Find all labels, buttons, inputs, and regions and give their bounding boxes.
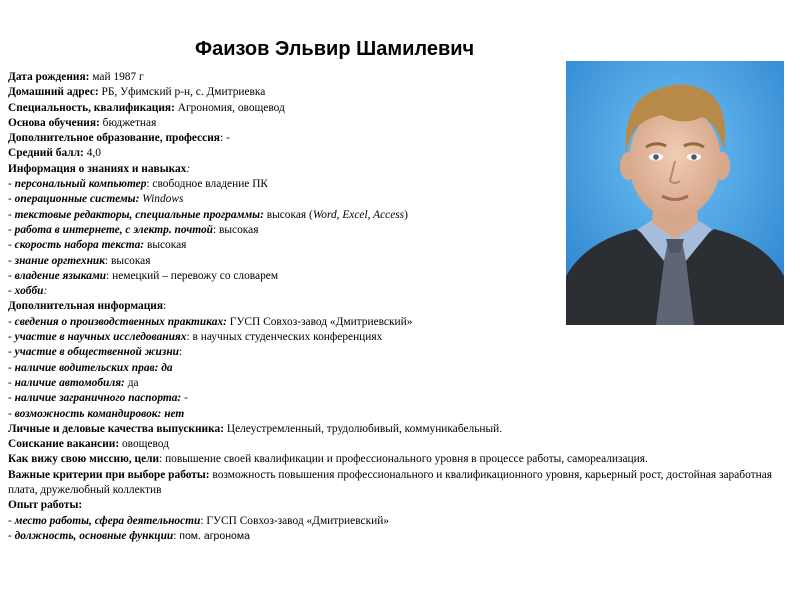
resume-line	[8, 85, 778, 100]
field-label: наличие заграничного паспорта:	[14, 392, 182, 405]
field-label: Соискание вакансии:	[8, 438, 122, 451]
field-value: :	[173, 529, 180, 542]
resume-line	[8, 223, 778, 238]
field-value: 4,0	[86, 147, 101, 160]
field-value: -	[8, 193, 15, 206]
field-value: -	[8, 239, 15, 252]
field-value: -	[181, 392, 188, 405]
field-label: операционные системы:	[14, 193, 140, 206]
field-label: работа в интернете, с электр. почтой	[14, 223, 214, 236]
field-value: РБ, Уфимский р-н, с. Дмитриевка	[101, 86, 266, 99]
field-label: текстовые редакторы, специальные программы:	[14, 208, 264, 221]
field-label: Опыт работы:	[8, 499, 83, 512]
resume-line	[8, 269, 778, 284]
field-label: наличие автомобиля:	[14, 376, 125, 389]
field-label: Дополнительная информация	[8, 300, 164, 313]
field-value: высокая (	[263, 208, 313, 221]
resume-body	[8, 70, 778, 544]
field-label: Как вижу свою миссию, цели	[8, 453, 160, 466]
field-label: Личные и деловые качества выпускника:	[8, 422, 227, 435]
resume-line	[8, 407, 778, 422]
field-value: )	[404, 208, 408, 221]
resume-line	[8, 330, 778, 345]
field-label: наличие водительских прав: да	[14, 361, 173, 374]
resume-line	[8, 192, 778, 207]
field-value: Word, Excel, Access	[312, 208, 405, 221]
field-value: -	[8, 529, 15, 542]
resume-line	[8, 284, 778, 299]
field-value: :	[163, 300, 167, 313]
resume-line	[8, 422, 778, 437]
field-label: возможность командировок: нет	[14, 407, 185, 420]
resume-line	[8, 116, 778, 131]
field-value: :	[178, 346, 183, 359]
field-label: скорость набора текста:	[14, 239, 145, 252]
resume-line	[8, 361, 778, 376]
field-value: -	[8, 285, 15, 298]
field-label: участие в общественной жизни	[14, 346, 179, 359]
field-value: -	[8, 346, 15, 359]
field-value: май 1987 г	[92, 71, 144, 83]
field-value: -	[8, 315, 15, 328]
resume-line	[8, 452, 778, 467]
field-label: Основа обучения:	[8, 116, 103, 129]
field-label: хобби	[14, 285, 44, 298]
field-label: Средний балл:	[8, 147, 87, 160]
field-label: знание оргтехник	[14, 254, 106, 267]
field-value: да	[124, 376, 139, 389]
field-value: : -	[219, 132, 230, 145]
field-value: -	[8, 514, 15, 527]
field-label: Важные критерии при выборе работы:	[8, 468, 213, 481]
field-label: Дата рождения:	[8, 71, 93, 83]
resume-line	[8, 146, 778, 161]
field-value: -	[8, 407, 15, 420]
resume-line	[8, 208, 778, 223]
field-label: место работы, сфера деятельности	[14, 514, 201, 527]
field-value: Агрономия, овощевод	[177, 101, 285, 114]
field-value: ГУСП Совхоз-завод «Дмитриевский»	[226, 315, 413, 328]
field-value: : в научных студенческих конференциях	[186, 331, 383, 344]
resume-line	[8, 498, 778, 513]
field-label: Дополнительное образование, профессия	[8, 132, 220, 145]
field-value: : немецкий – перевожу со словарем	[106, 269, 279, 282]
field-value: возможность повышения профессионального и квалификационного уровня, карьерный рост, достойная заработная плата, дружелюбный коллектив	[8, 468, 773, 497]
resume-line	[8, 238, 778, 253]
field-value: -	[8, 178, 15, 191]
field-value: : высокая	[213, 223, 259, 236]
resume-line	[8, 101, 778, 116]
field-label: Специальность, квалификация:	[8, 101, 178, 114]
resume-line	[8, 437, 778, 452]
resume-line	[8, 529, 778, 544]
field-value: -	[8, 208, 15, 221]
field-label: владение языками	[14, 269, 107, 282]
field-value: пом. агронома	[179, 529, 250, 542]
field-value: : ГУСП Совхоз-завод «Дмитриевский»	[200, 514, 389, 527]
field-value: -	[8, 361, 15, 374]
field-value: -	[8, 392, 15, 405]
resume-line	[8, 177, 778, 192]
field-value: : свободное владение ПК	[146, 178, 269, 191]
field-label: Информация о знаниях и навыках	[8, 162, 187, 175]
field-label: персональный компьютер	[14, 178, 147, 191]
field-label: участие в научных исследованиях	[14, 331, 187, 344]
field-value: овощевод	[121, 438, 169, 451]
resume-line	[8, 315, 778, 330]
field-value: : повышение своей квалификации и профессионального уровня в процессе работы, самореализация.	[159, 453, 648, 466]
field-value: Windows	[139, 193, 184, 206]
page-title: Фаизов Эльвир Шамилевич	[195, 38, 475, 60]
resume-line	[8, 345, 778, 360]
resume-line	[8, 254, 778, 269]
field-value: : высокая	[105, 254, 151, 267]
resume-line	[8, 162, 778, 177]
field-label: должность, основные функции	[14, 529, 174, 542]
resume-line	[8, 391, 778, 406]
resume-line	[8, 468, 778, 499]
resume-line	[8, 70, 778, 85]
field-value: -	[8, 269, 15, 282]
field-value: -	[8, 254, 15, 267]
resume-line	[8, 376, 778, 391]
field-label: Домашний адрес:	[8, 86, 102, 99]
field-value: -	[8, 223, 15, 236]
field-value: бюджетная	[102, 116, 157, 129]
field-value: :	[43, 285, 48, 298]
resume-line	[8, 299, 778, 314]
resume-line	[8, 131, 778, 146]
field-value: -	[8, 376, 15, 389]
field-value: Целеустремленный, трудолюбивый, коммуникабельный.	[226, 422, 503, 435]
field-value: высокая	[144, 239, 187, 252]
field-value: :	[186, 162, 191, 175]
field-value: -	[8, 331, 15, 344]
field-label: сведения о производственных практиках:	[14, 315, 227, 328]
resume-line	[8, 514, 778, 529]
